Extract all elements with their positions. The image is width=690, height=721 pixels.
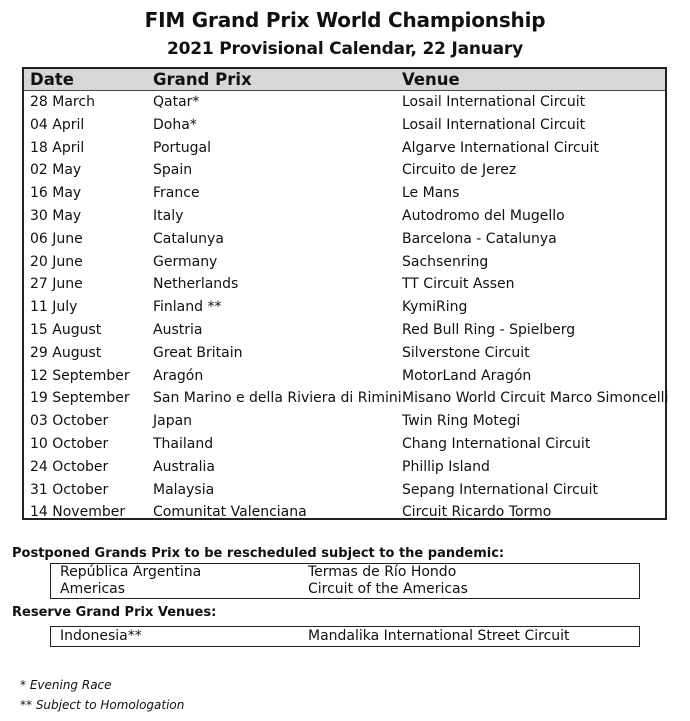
page-subtitle: 2021 Provisional Calendar, 22 January xyxy=(166,39,524,59)
calendar-header-row xyxy=(24,69,665,91)
calendar-row xyxy=(24,365,665,388)
calendar-body xyxy=(24,91,669,524)
postponed-row xyxy=(51,581,639,598)
calendar-row xyxy=(24,456,665,479)
calendar-row xyxy=(24,114,665,137)
row-grand-prix: Austria xyxy=(153,321,203,338)
row-date: 20 June xyxy=(30,253,83,270)
footnote-evening-race: * Evening Race xyxy=(20,678,112,692)
calendar-row xyxy=(24,251,665,274)
row-venue: Sachsenring xyxy=(402,253,489,270)
row-grand-prix: Germany xyxy=(153,253,218,270)
row-date: 16 May xyxy=(30,185,82,202)
row-venue: Circuit Ricardo Tormo xyxy=(402,504,552,521)
row-date: 06 June xyxy=(30,230,83,247)
row-grand-prix: Finland ** xyxy=(153,299,222,316)
row-grand-prix: France xyxy=(153,185,200,202)
row-grand-prix: Aragón xyxy=(153,367,204,384)
calendar-row xyxy=(24,273,665,296)
row-venue: MotorLand Aragón xyxy=(402,367,532,384)
row-grand-prix: Qatar* xyxy=(153,94,200,110)
row-date: 04 April xyxy=(30,116,85,133)
row-grand-prix: Netherlands xyxy=(153,276,239,293)
row-venue: Losail International Circuit xyxy=(402,116,586,133)
row-date: 03 October xyxy=(30,413,109,430)
postponed-gp: Americas xyxy=(60,581,126,597)
row-venue: Barcelona - Catalunya xyxy=(402,230,557,247)
calendar-table xyxy=(22,67,667,520)
row-venue: Algarve International Circuit xyxy=(402,139,599,156)
row-grand-prix: Catalunya xyxy=(153,230,224,247)
calendar-row xyxy=(24,182,665,205)
reserve-box xyxy=(50,626,640,647)
row-grand-prix: Portugal xyxy=(153,139,211,156)
calendar-row xyxy=(24,433,665,456)
row-date: 24 October xyxy=(30,458,109,475)
page-title: FIM Grand Prix World Championship xyxy=(144,8,546,32)
row-date: 18 April xyxy=(30,139,85,156)
row-venue: Chang International Circuit xyxy=(402,435,591,452)
row-date: 30 May xyxy=(30,207,82,224)
postponed-venue: Circuit of the Americas xyxy=(308,581,468,597)
row-grand-prix: Australia xyxy=(153,458,215,475)
postponed-heading: Postponed Grands Prix to be rescheduled subject to the pandemic: xyxy=(12,546,505,561)
row-date: 11 July xyxy=(30,299,78,316)
calendar-row xyxy=(24,410,665,433)
row-venue: Autodromo del Mugello xyxy=(402,207,565,224)
header-venue: Venue xyxy=(402,70,460,89)
row-venue: Misano World Circuit Marco Simoncelli xyxy=(402,390,669,407)
row-venue: KymiRing xyxy=(402,299,468,316)
calendar-row xyxy=(24,319,665,342)
row-grand-prix: Great Britain xyxy=(153,344,243,361)
postponed-row xyxy=(51,564,639,581)
row-grand-prix: Japan xyxy=(153,413,193,430)
row-date: 29 August xyxy=(30,344,102,361)
row-date: 02 May xyxy=(30,162,82,179)
reserve-heading: Reserve Grand Prix Venues: xyxy=(12,605,217,620)
calendar-row xyxy=(24,387,669,410)
row-venue: Le Mans xyxy=(402,185,460,202)
reserve-gp: Indonesia** xyxy=(60,628,142,644)
calendar-row xyxy=(24,342,665,365)
row-venue: Circuito de Jerez xyxy=(402,162,517,179)
row-date: 15 August xyxy=(30,321,102,338)
row-date: 19 September xyxy=(30,390,130,407)
calendar-row xyxy=(24,205,665,228)
row-grand-prix: Doha* xyxy=(153,116,197,133)
calendar-row xyxy=(24,159,665,182)
row-date: 28 March xyxy=(30,94,95,110)
header-grand-prix: Grand Prix xyxy=(153,70,252,89)
row-grand-prix: Spain xyxy=(153,162,193,179)
row-venue: Red Bull Ring - Spielberg xyxy=(402,321,576,338)
row-venue: TT Circuit Assen xyxy=(402,276,515,293)
row-date: 27 June xyxy=(30,276,83,293)
row-date: 14 November xyxy=(30,504,126,521)
row-date: 10 October xyxy=(30,435,109,452)
postponed-venue: Termas de Río Hondo xyxy=(308,564,457,580)
row-grand-prix: Comunitat Valenciana xyxy=(153,504,307,521)
calendar-row xyxy=(24,137,665,160)
calendar-row xyxy=(24,91,665,114)
calendar-row xyxy=(24,479,665,502)
postponed-box xyxy=(50,563,640,599)
row-date: 31 October xyxy=(30,481,109,498)
row-venue: Phillip Island xyxy=(402,458,490,475)
header-date: Date xyxy=(30,70,74,89)
row-date: 12 September xyxy=(30,367,130,384)
row-grand-prix: Italy xyxy=(153,207,184,224)
reserve-row xyxy=(51,627,639,646)
row-grand-prix: Thailand xyxy=(153,435,214,452)
postponed-gp: República Argentina xyxy=(60,564,202,580)
row-venue: Twin Ring Motegi xyxy=(402,413,521,430)
calendar-row xyxy=(24,296,665,319)
calendar-row xyxy=(24,228,665,251)
row-venue: Losail International Circuit xyxy=(402,94,586,110)
calendar-row xyxy=(24,501,665,524)
row-venue: Silverstone Circuit xyxy=(402,344,530,361)
row-grand-prix: San Marino e della Riviera di Rimini xyxy=(153,390,402,407)
row-grand-prix: Malaysia xyxy=(153,481,215,498)
row-venue: Sepang International Circuit xyxy=(402,481,599,498)
footnote-homologation: ** Subject to Homologation xyxy=(20,698,185,712)
reserve-venue: Mandalika International Street Circuit xyxy=(308,628,570,644)
